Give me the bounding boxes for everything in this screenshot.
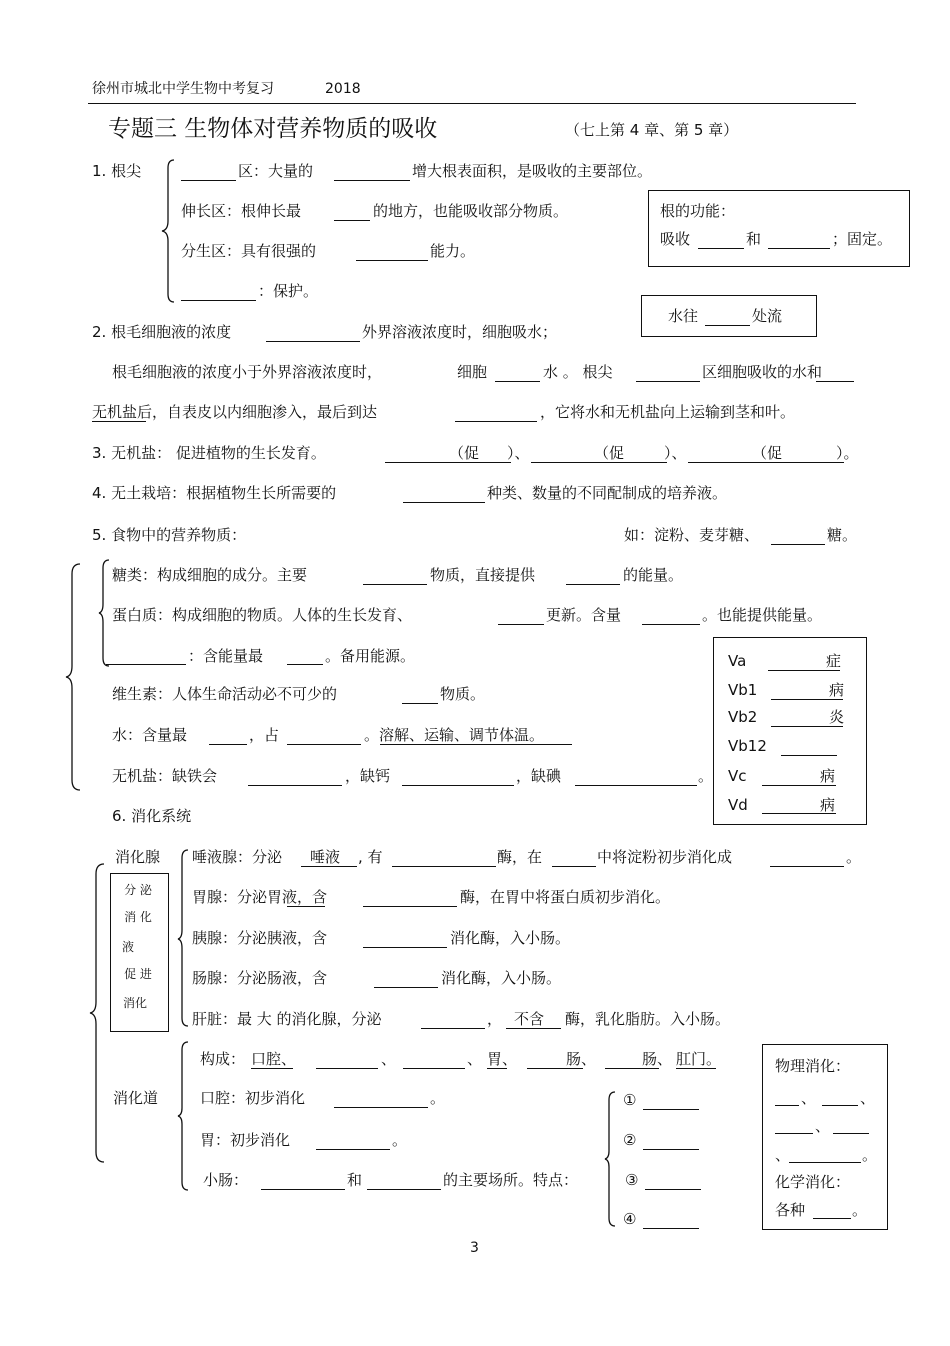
header-school: 徐州市城北中学生物中考复习: [92, 81, 274, 97]
s5-title: 5. 食物中的营养物质：: [92, 526, 247, 544]
blank-root-hairs[interactable]: [334, 180, 410, 181]
s1-line2a: 伸长区：根伸长最: [181, 202, 302, 220]
blank-lose-water[interactable]: [495, 381, 540, 382]
digest-r2: 、: [815, 1117, 831, 1135]
s2-line2b: 细胞: [457, 363, 488, 381]
blank-phys-3[interactable]: [775, 1133, 813, 1134]
blank-pancreas-enzyme[interactable]: [363, 947, 447, 948]
saliva-a: 唾液腺：分泌: [192, 848, 283, 866]
blank-water-percent[interactable]: [287, 744, 361, 745]
underline-mouth: [251, 1068, 293, 1069]
s2-line1b: 外界溶液浓度时，细胞吸水；: [362, 323, 558, 341]
blank-fat-name[interactable]: [106, 664, 186, 665]
saliva-f: 。: [846, 848, 862, 866]
s5-fat-a: ：含能量最: [188, 647, 264, 665]
blank-protein-amount[interactable]: [642, 624, 700, 625]
blank-pharynx[interactable]: [316, 1068, 378, 1069]
s3-c: ）、: [507, 444, 530, 462]
blank-feature-1[interactable]: [643, 1109, 699, 1110]
mouth-b: 。: [430, 1089, 446, 1107]
gland-box-line3: 液: [121, 940, 134, 954]
s2-line1a: 2. 根毛细胞液的浓度: [92, 323, 232, 341]
s5-water-b: ，占: [249, 726, 280, 744]
s5-mineral-d: 。: [698, 767, 714, 785]
s3-b: （促: [449, 444, 480, 462]
s6-glands-label: 消化腺: [115, 848, 161, 866]
page-number: 3: [470, 1240, 479, 1256]
comp-h: 肛门。: [676, 1050, 722, 1068]
s2-line3b: ，它将水和无机盐向上运输到茎和叶。: [540, 403, 796, 421]
intestine-gland-a: 肠腺：分泌肠液，含: [192, 969, 328, 987]
vit-name-b1: Vb1: [728, 681, 758, 699]
blank-chem[interactable]: [813, 1218, 851, 1219]
blank-saliva-place[interactable]: [552, 866, 596, 867]
s3-d: （促: [594, 444, 625, 462]
small-c: 的主要场所。特点：: [443, 1171, 579, 1189]
underline-minerals: [92, 421, 146, 422]
blank-saliva-enzyme[interactable]: [392, 866, 496, 867]
digest-chem-a: 各种: [775, 1201, 806, 1219]
blank-root-absorb-1[interactable]: [698, 248, 744, 249]
water-box-a: 水往: [668, 307, 699, 325]
blank-vitamin[interactable]: [402, 703, 438, 704]
s5-water-a: 水：含量最: [112, 726, 188, 744]
s4-a: 4. 无土栽培：根据植物生长所需要的: [92, 484, 337, 502]
digest-r3b: 。: [862, 1146, 878, 1164]
header-year: 2018: [325, 81, 361, 97]
stom-a: 胃：初步消化: [200, 1131, 291, 1149]
saliva-c: , 有: [358, 848, 383, 866]
blank-feature-2[interactable]: [643, 1149, 699, 1150]
vit-name-b12: Vb12: [728, 737, 767, 755]
blank-fat-energy[interactable]: [287, 664, 323, 665]
gland-box-line1: 分 泌: [124, 883, 152, 897]
digest-chem-b: 。: [852, 1201, 868, 1219]
blank-calcium[interactable]: [402, 785, 514, 786]
blank-elongation[interactable]: [334, 220, 370, 221]
blank-mouth-digest[interactable]: [334, 1107, 428, 1108]
blank-water-direction[interactable]: [705, 325, 750, 326]
s2-line3a: 无机盐后，自表皮以内细胞渗入，最后到达: [92, 403, 378, 421]
s5-mineral-a: 无机盐：缺铁会: [112, 767, 218, 785]
s5-water-c: 。溶解、运输、调节体温。: [364, 726, 545, 744]
s2-line2c: 水 。 根尖: [543, 363, 613, 381]
blank-stomach-enzyme[interactable]: [363, 906, 457, 907]
blank-iron[interactable]: [248, 785, 342, 786]
liver-b: ，: [487, 1010, 503, 1028]
blank-small-digest[interactable]: [261, 1189, 345, 1190]
blank-protein-renew[interactable]: [498, 624, 544, 625]
comp-a: 构成：: [200, 1050, 246, 1068]
blank-mineral-1[interactable]: [385, 462, 511, 463]
liver-c: 不含: [514, 1010, 545, 1028]
vit-suffix-c: 病: [820, 767, 836, 785]
root-function-c: ；固定。: [832, 230, 893, 248]
root-function-b: 和: [746, 230, 762, 248]
blank-meristem[interactable]: [356, 260, 428, 261]
gland-brace: [176, 848, 190, 1028]
feature-4: ④: [623, 1210, 637, 1228]
digest-physical: 物理消化：: [775, 1057, 851, 1075]
vit-name-b2: Vb2: [728, 708, 758, 726]
s1-brace: [160, 158, 176, 304]
comp-g: 肠、: [642, 1050, 673, 1068]
blank-phys-1[interactable]: [775, 1105, 799, 1106]
blank-feature-4[interactable]: [643, 1228, 699, 1229]
blank-esophagus[interactable]: [403, 1068, 465, 1069]
blank-phys-4[interactable]: [833, 1133, 869, 1134]
stomach-a: 胃腺：分泌胃液，含: [192, 888, 328, 906]
s5-example-a: 如：淀粉、麦芽糖、: [624, 526, 760, 544]
s3-text: 3. 无机盐： 促进植物的生长发育。: [92, 444, 326, 462]
gland-box-line4: 促 进: [124, 967, 152, 981]
small-b: 和: [347, 1171, 363, 1189]
vit-suffix-d: 病: [820, 796, 836, 814]
saliva-b: 唾液: [310, 848, 341, 866]
blank-root-cap[interactable]: [181, 300, 256, 301]
underline-water-functions: [380, 744, 572, 745]
s5-mineral-b: ，缺钙: [345, 767, 391, 785]
blank-root-zone[interactable]: [181, 180, 236, 181]
s3-f: （促: [752, 444, 783, 462]
blank-root-region[interactable]: [636, 381, 700, 382]
comp-e: 胃、: [487, 1050, 518, 1068]
comp-f: 肠、: [566, 1050, 597, 1068]
s5-inner-brace: [97, 558, 111, 668]
blank-root-absorb-2[interactable]: [768, 248, 830, 249]
digest-r1a: 、: [801, 1089, 817, 1107]
s5-vitamin-b: 物质。: [440, 685, 486, 703]
blank-water-salt-trail[interactable]: [816, 381, 854, 382]
s2-line2d: 区细胞吸收的水和: [702, 363, 823, 381]
vit-suffix-b1: 病: [829, 681, 845, 699]
blank-intestine-enzyme[interactable]: [374, 987, 438, 988]
page-title: 专题三 生物体对营养物质的吸收: [108, 116, 438, 142]
root-function-a: 吸收: [660, 230, 691, 248]
blank-water-most[interactable]: [209, 744, 247, 745]
s5-sugar-b: 物质，直接提供: [430, 566, 536, 584]
comp-d: 、: [467, 1050, 483, 1068]
root-function-title: 根的功能：: [660, 202, 736, 220]
s5-protein-c: 。也能提供能量。: [702, 606, 823, 624]
blank-bile[interactable]: [421, 1028, 485, 1029]
blank-concentration[interactable]: [266, 341, 360, 342]
blank-minerals[interactable]: [403, 502, 485, 503]
digest-chemical: 化学消化：: [775, 1173, 851, 1191]
pancreas-b: 消化酶，入小肠。: [450, 929, 571, 947]
s1-line3b: 能力。: [430, 242, 476, 260]
s5-vitamin-a: 维生素：人体生命活动必不可少的: [112, 685, 338, 703]
stom-b: 。: [392, 1131, 408, 1149]
s5-mineral-c: ，缺碘: [516, 767, 562, 785]
blank-phys-2[interactable]: [822, 1105, 858, 1106]
s3-e: ）、: [664, 444, 687, 462]
mouth-a: 口腔：初步消化: [200, 1089, 306, 1107]
saliva-e: 中将淀粉初步消化成: [597, 848, 733, 866]
underline-stomach: [487, 1068, 507, 1069]
s1-line2b: 的地方，也能吸收部分物质。: [373, 202, 569, 220]
pancreas-a: 胰腺：分泌胰液，含: [192, 929, 328, 947]
blank-small-absorb[interactable]: [367, 1189, 441, 1190]
small-a: 小肠：: [203, 1171, 249, 1189]
blank-maltose[interactable]: [770, 866, 844, 867]
page-scope: （七上第 4 章、第 5 章）: [565, 121, 739, 139]
liver-d: 酶，乳化脂肪。入小肠。: [565, 1010, 731, 1028]
header-rule: [88, 103, 856, 104]
feature-2: ②: [623, 1131, 637, 1149]
s6-outer-brace: [88, 862, 106, 1164]
s1-label: 1. 根尖: [92, 162, 142, 180]
feature-1: ①: [623, 1091, 637, 1109]
liver-a: 肝脏：最 大 的消化腺，分泌: [192, 1010, 382, 1028]
blank-stomach-digest[interactable]: [316, 1149, 390, 1150]
s1-line1a: 区：大量的: [238, 162, 314, 180]
vit-name-a: Va: [728, 652, 747, 670]
digest-r3a: 、: [775, 1146, 791, 1164]
blank-feature-3[interactable]: [645, 1189, 701, 1190]
gland-box-line2: 消 化: [124, 910, 152, 924]
underline-gastric-juice: [287, 906, 325, 907]
s1-line3a: 分生区：具有很强的: [181, 242, 317, 260]
s1-line4: ：保护。: [258, 282, 319, 300]
comp-c: 、: [381, 1050, 397, 1068]
stomach-b: 酶，在胃中将蛋白质初步消化。: [460, 888, 671, 906]
blank-phys-5[interactable]: [789, 1162, 861, 1163]
blank-sugar-role[interactable]: [363, 584, 427, 585]
s5-example-b: 糖。: [827, 526, 858, 544]
blank-vessel[interactable]: [455, 421, 537, 422]
s6-tract-label: 消化道: [113, 1089, 159, 1107]
comp-b: 口腔、: [251, 1050, 297, 1068]
vit-name-d: Vd: [728, 796, 748, 814]
s5-sugar-a: 糖类：构成细胞的成分。主要: [112, 566, 308, 584]
blank-vit-b12[interactable]: [781, 755, 837, 756]
tract-brace: [176, 1040, 190, 1192]
s5-sugar-c: 的能量。: [623, 566, 684, 584]
s6-title: 6. 消化系统: [112, 807, 192, 825]
blank-sugar-type[interactable]: [771, 544, 825, 545]
s2-line2a: 根毛细胞液的浓度小于外界溶液浓度时，: [112, 363, 383, 381]
s5-outer-brace: [64, 562, 82, 792]
features-brace: [603, 1090, 617, 1228]
s5-protein-b: 更新。含量: [546, 606, 622, 624]
gland-box-line5: 消化: [122, 996, 147, 1010]
feature-3: ③: [625, 1171, 639, 1189]
saliva-d: 酶，在: [497, 848, 543, 866]
s4-b: 种类、数量的不同配制成的培养液。: [487, 484, 728, 502]
vit-suffix-b2: 炎: [829, 708, 845, 726]
s5-protein-a: 蛋白质：构成细胞的物质。人体的生长发育、: [112, 606, 413, 624]
s1-line1b: 增大根表面积，是吸收的主要部位。: [412, 162, 653, 180]
blank-sugar-energy[interactable]: [566, 584, 620, 585]
vit-name-c: Vc: [728, 767, 747, 785]
intestine-gland-b: 消化酶，入小肠。: [441, 969, 562, 987]
digest-r1b: 、: [860, 1089, 876, 1107]
s5-fat-b: 。备用能源。: [325, 647, 416, 665]
blank-iodine[interactable]: [575, 785, 697, 786]
s3-g: ）。: [836, 444, 859, 462]
vit-suffix-a: 症: [826, 652, 842, 670]
underline-anus: [676, 1068, 716, 1069]
water-box-b: 处流: [752, 307, 783, 325]
